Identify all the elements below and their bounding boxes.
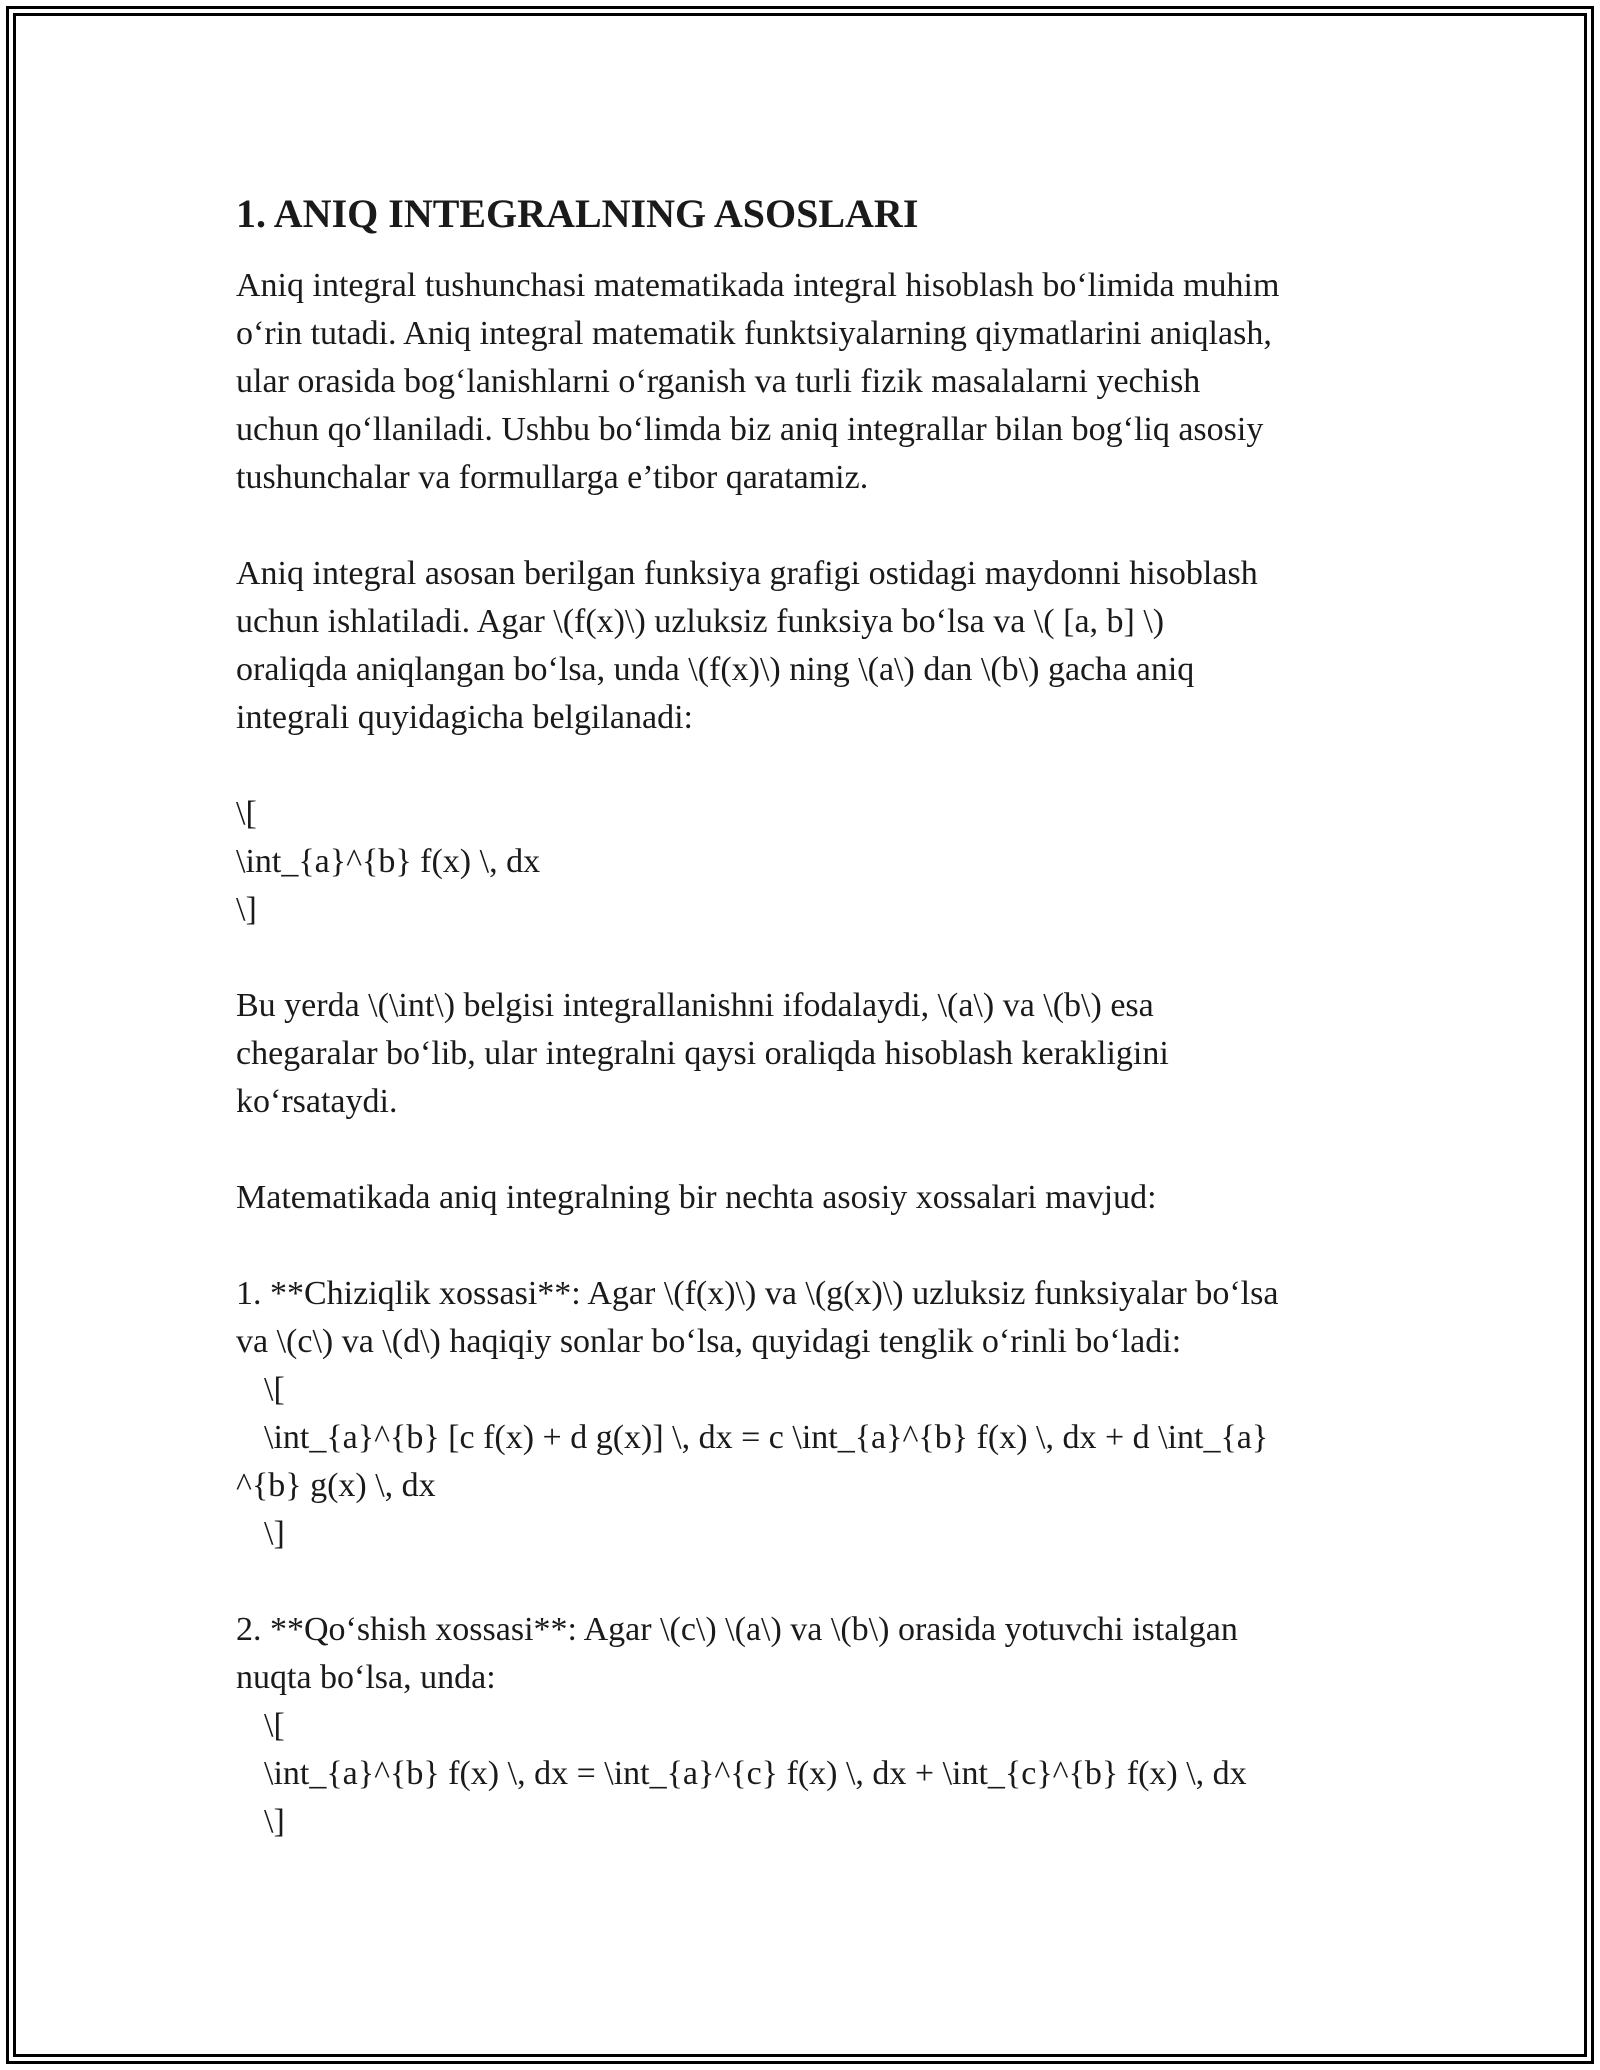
- formula-line: \]: [264, 1803, 285, 1840]
- paragraph-definition: [236, 550, 1386, 742]
- formula-line: \int_{a}^{b} f(x) \, dx = \int_{a}^{c} f(x) \, dx + \int_{c}^{b} f(x) \, dx: [264, 1755, 1247, 1792]
- paragraph-gap: [236, 1126, 1386, 1174]
- paragraph-line: uchun qo‘llaniladi. Ushbu bo‘limda biz aniq integrallar bilan bog‘liq asosiy: [236, 411, 1264, 448]
- paragraph-line: o‘rin tutadi. Aniq integral matematik funktsiyalarning qiymatlarini aniqlash,: [236, 315, 1272, 352]
- paragraph-line: Aniq integral asosan berilgan funksiya grafigi ostidagi maydonni hisoblash: [236, 555, 1258, 592]
- paragraph-gap: [236, 934, 1386, 982]
- formula-line: \]: [264, 1515, 285, 1552]
- paragraph-gap: [236, 1222, 1386, 1270]
- paragraph-gap: [236, 1558, 1386, 1606]
- paragraph-line: chegaralar bo‘lib, ular integralni qaysi oraliqda hisoblash kerakligini: [236, 1035, 1169, 1072]
- list-item-line: va \(c\) va \(d\) haqiqiy sonlar bo‘lsa, quyidagi tenglik o‘rinli bo‘ladi:: [236, 1323, 1182, 1360]
- paragraph-gap: [236, 742, 1386, 790]
- formula-line: \]: [236, 891, 257, 928]
- formula-line: \int_{a}^{b} [c f(x) + d g(x)] \, dx = c \int_{a}^{b} f(x) \, dx + d \int_{a}: [264, 1419, 1269, 1456]
- paragraph-gap: [236, 502, 1386, 550]
- document-body: [236, 190, 1386, 1846]
- formula-line: \int_{a}^{b} f(x) \, dx: [236, 843, 541, 880]
- formula-line: ^{b} g(x) \, dx: [236, 1467, 436, 1504]
- list-item-line: 1. **Chiziqlik xossasi**: Agar \(f(x)\) va \(g(x)\) uzluksiz funksiyalar bo‘lsa: [236, 1275, 1279, 1312]
- paragraph-line: tushunchalar va formullarga e’tibor qaratamiz.: [236, 459, 869, 496]
- paragraph-notation: [236, 982, 1386, 1126]
- paragraph-properties-intro: [236, 1174, 1386, 1222]
- paragraph-line: Bu yerda \(\int\) belgisi integrallanishni ifodalaydi, \(a\) va \(b\) esa: [236, 987, 1154, 1024]
- list-item-line: nuqta bo‘lsa, unda:: [236, 1659, 496, 1696]
- paragraph-line: oraliqda aniqlangan bo‘lsa, unda \(f(x)\) ning \(a\) dan \(b\) gacha aniq: [236, 651, 1195, 688]
- paragraph-line: Aniq integral tushunchasi matematikada integral hisoblash bo‘limida muhim: [236, 267, 1280, 304]
- paragraph-line: ular orasida bog‘lanishlarni o‘rganish va turli fizik masalalarni yechish: [236, 363, 1201, 400]
- paragraph-line: Matematikada aniq integralning bir nechta asosiy xossalari mavjud:: [236, 1179, 1157, 1216]
- formula-line: \[: [264, 1707, 285, 1744]
- property-additivity: [236, 1606, 1386, 1846]
- formula-line: \[: [264, 1371, 285, 1408]
- property-linearity: [236, 1270, 1386, 1558]
- paragraph-line: ko‘rsataydi.: [236, 1083, 398, 1120]
- list-item-line: 2. **Qo‘shish xossasi**: Agar \(c\) \(a\) va \(b\) orasida yotuvchi istalgan: [236, 1611, 1238, 1648]
- paragraph-line: integrali quyidagicha belgilanadi:: [236, 699, 693, 736]
- section-heading: 1. ANIQ INTEGRALNING ASOSLARI: [236, 191, 919, 236]
- formula-definite-integral: [236, 790, 1386, 934]
- paragraph-intro: [236, 262, 1386, 502]
- paragraph-line: uchun ishlatiladi. Agar \(f(x)\) uzluksiz funksiya bo‘lsa va \( [a, b] \): [236, 603, 1165, 640]
- formula-line: \[: [236, 795, 257, 832]
